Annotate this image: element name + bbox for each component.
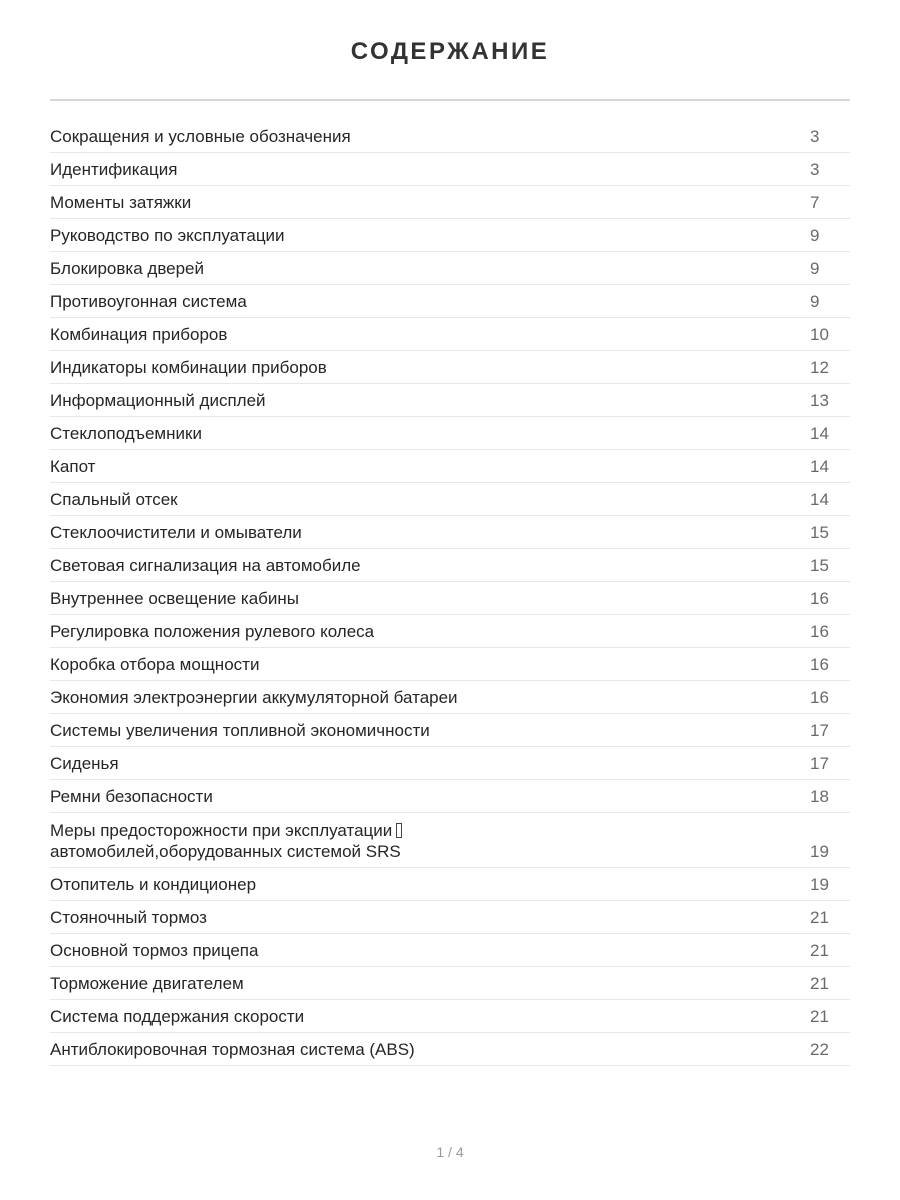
toc-entry-label: Основной тормоз прицепа xyxy=(50,941,259,960)
toc-entry-label: Капот xyxy=(50,457,96,476)
toc-entry-page: 19 xyxy=(810,842,829,861)
title-divider xyxy=(50,99,850,101)
toc-entry-label: Отопитель и кондиционер xyxy=(50,875,257,894)
toc-entry-label: Коробка отбора мощности xyxy=(50,655,260,674)
toc-entry-page: 17 xyxy=(810,721,829,740)
toc-entry[interactable] xyxy=(50,417,850,450)
toc-entry-page: 21 xyxy=(810,974,829,993)
toc-entry[interactable] xyxy=(50,714,850,747)
toc-entry[interactable] xyxy=(50,967,850,1000)
toc-entry-page: 21 xyxy=(810,1007,829,1026)
toc-entry-page: 18 xyxy=(810,787,829,806)
toc-entry-page: 9 xyxy=(810,292,820,311)
toc-entry-page: 13 xyxy=(810,391,829,410)
toc-entry[interactable] xyxy=(50,681,850,714)
toc-entry-label: Стеклоочистители и омыватели xyxy=(50,523,302,542)
toc-entry-label: Система поддержания скорости xyxy=(50,1007,305,1026)
toc-entry-label: Световая сигнализация на автомобиле xyxy=(50,556,361,575)
toc-entry[interactable] xyxy=(50,1033,850,1066)
toc-entry-page: 16 xyxy=(810,589,829,608)
missing-glyph-icon xyxy=(396,823,402,838)
toc-entry-page: 22 xyxy=(810,1040,829,1059)
toc-entry[interactable] xyxy=(50,153,850,186)
toc-entry[interactable] xyxy=(50,483,850,516)
toc-entry[interactable] xyxy=(50,120,850,153)
toc-entry-label-line xyxy=(50,820,402,841)
toc-entry-page: 15 xyxy=(810,556,829,575)
toc-entry-page: 3 xyxy=(810,160,820,179)
toc-entry[interactable] xyxy=(50,934,850,967)
toc-entry-page: 19 xyxy=(810,875,829,894)
toc-entry-page: 17 xyxy=(810,754,829,773)
toc-entry-label: Антиблокировочная тормозная система (ABS) xyxy=(50,1040,415,1059)
toc-entry-label: Информационный дисплей xyxy=(50,391,266,410)
toc-entry-page: 16 xyxy=(810,655,829,674)
toc-entry-page: 14 xyxy=(810,457,829,476)
toc-entry[interactable] xyxy=(50,868,850,901)
toc-entry[interactable] xyxy=(50,901,850,934)
toc-entry-label: Экономия электроэнергии аккумуляторной батареи xyxy=(50,688,458,707)
toc-entry-label: Комбинация приборов xyxy=(50,325,228,344)
toc-entry[interactable] xyxy=(50,648,850,681)
toc-entry-label: Внутреннее освещение кабины xyxy=(50,589,299,608)
toc-entry-page: 3 xyxy=(810,127,820,146)
toc-entry-label: Системы увеличения топливной экономичности xyxy=(50,721,430,740)
toc-entry[interactable] xyxy=(50,285,850,318)
toc-entry[interactable] xyxy=(50,1000,850,1033)
toc-entry-label: Торможение двигателем xyxy=(50,974,244,993)
toc-entry-label: Противоугонная система xyxy=(50,292,247,311)
page-indicator: 1 / 4 xyxy=(436,1144,464,1160)
toc-entry-label: Идентификация xyxy=(50,160,178,179)
toc-entry-label-line: автомобилей,оборудованных системой SRS xyxy=(50,842,401,861)
toc-entry-label: Блокировка дверей xyxy=(50,259,205,278)
toc-entry-page: 12 xyxy=(810,358,829,377)
toc-entry-page: 14 xyxy=(810,424,829,443)
toc-entry-label: Руководство по эксплуатации xyxy=(50,226,285,245)
toc-entry[interactable] xyxy=(50,615,850,648)
toc-entry[interactable] xyxy=(50,549,850,582)
toc-entry-page: 14 xyxy=(810,490,829,509)
toc-entry[interactable] xyxy=(50,252,850,285)
toc-entry-page: 15 xyxy=(810,523,829,542)
toc-entry-label-line-text: Меры предосторожности при эксплуатации xyxy=(50,821,393,840)
toc-entry[interactable] xyxy=(50,351,850,384)
toc-entry[interactable] xyxy=(50,582,850,615)
toc-entry-label: Сиденья xyxy=(50,754,119,773)
toc-entry[interactable] xyxy=(50,450,850,483)
toc-entry[interactable] xyxy=(50,219,850,252)
toc-entry-label: Стояночный тормоз xyxy=(50,908,207,927)
toc-entry-page: 21 xyxy=(810,908,829,927)
toc-entry-label: Спальный отсек xyxy=(50,490,178,509)
toc-entry[interactable] xyxy=(50,747,850,780)
toc-entry[interactable] xyxy=(50,780,850,813)
toc-entry-label: Стеклоподъемники xyxy=(50,424,202,443)
toc-entry-page: 7 xyxy=(810,193,820,212)
toc-entry-page: 16 xyxy=(810,688,829,707)
toc-entry-label: Ремни безопасности xyxy=(50,787,213,806)
toc-entry-page: 16 xyxy=(810,622,829,641)
toc-entry-page: 9 xyxy=(810,259,820,278)
toc-entry[interactable] xyxy=(50,318,850,351)
page-title: СОДЕРЖАНИЕ xyxy=(350,38,550,65)
toc-entry[interactable] xyxy=(50,516,850,549)
toc-entry-label: Моменты затяжки xyxy=(50,193,192,212)
toc-entry-page: 10 xyxy=(810,325,829,344)
toc-entry[interactable] xyxy=(50,186,850,219)
toc-entry-page: 9 xyxy=(810,226,820,245)
table-of-contents xyxy=(50,120,850,1066)
toc-entry-page: 21 xyxy=(810,941,829,960)
toc-entry[interactable] xyxy=(50,813,850,868)
toc-entry-label xyxy=(50,820,402,862)
toc-entry-label: Индикаторы комбинации приборов xyxy=(50,358,327,377)
toc-entry-label: Сокращения и условные обозначения xyxy=(50,127,351,146)
toc-entry[interactable] xyxy=(50,384,850,417)
toc-entry-label: Регулировка положения рулевого колеса xyxy=(50,622,375,641)
